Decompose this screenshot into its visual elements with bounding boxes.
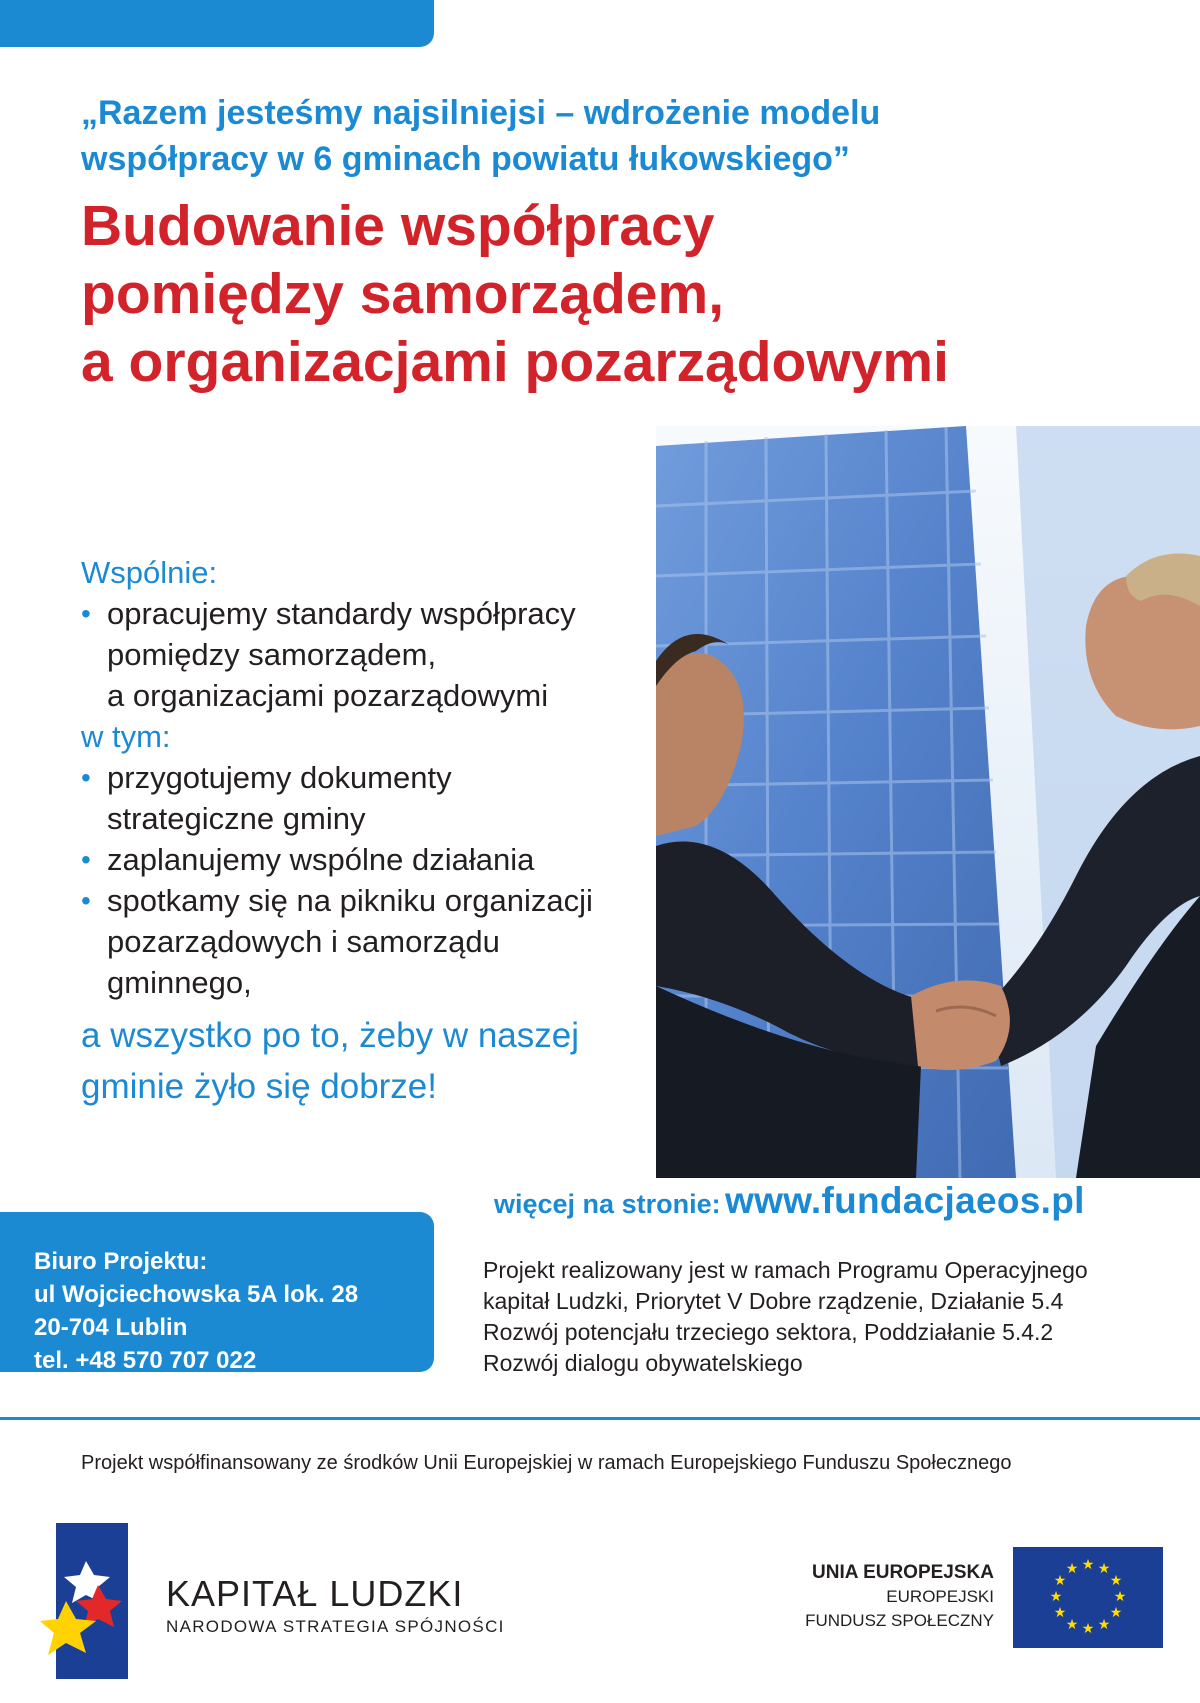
list-item-text [107, 757, 671, 839]
program-line: kapitał Ludzki, Priorytet V Dobre rządzenie, Działanie 5.4 [483, 1288, 1064, 1314]
program-line: Rozwój potencjału trzeciego sektora, Poddziałanie 5.4.2 [483, 1319, 1054, 1345]
svg-text:★: ★ [1109, 1605, 1123, 1621]
bullet-line: spotkamy się na pikniku organizacji [107, 883, 593, 918]
eu-flag-icon [1013, 1547, 1163, 1648]
closing-line: a wszystko po to, żeby w naszej [81, 1016, 579, 1055]
office-city: 20-704 Lublin [34, 1314, 188, 1341]
program-line: Projekt realizowany jest w ramach Programu Operacyjnego [483, 1257, 1088, 1283]
website-line [494, 1180, 1194, 1222]
svg-text:★: ★ [1109, 1573, 1123, 1589]
body-text [81, 552, 671, 1112]
project-subtitle [81, 90, 981, 182]
project-office-box [0, 1212, 434, 1372]
top-accent-tab [0, 0, 434, 47]
headline-line: Budowanie współpracy [81, 194, 715, 258]
bullet-line: pomiędzy samorządem, [107, 637, 437, 672]
eu-fund-line: EUROPEJSKI [886, 1587, 994, 1606]
bullet-line: opracujemy standardy współpracy [107, 596, 576, 631]
kapital-ludzki-text [166, 1573, 505, 1639]
svg-text:★: ★ [1113, 1589, 1127, 1605]
bullet-line: a organizacjami pozarządowymi [107, 678, 549, 713]
headline [81, 192, 1081, 396]
svg-text:★: ★ [1097, 1561, 1111, 1577]
handshake-photo [656, 426, 1200, 1178]
kapital-ludzki-logo [40, 1523, 140, 1679]
svg-text:★: ★ [1065, 1561, 1079, 1577]
bullet-icon: • [81, 762, 91, 793]
subtitle-line: współpracy w 6 gminach powiatu łukowskiego” [81, 140, 850, 178]
list-item [81, 593, 671, 716]
list-item-text [107, 880, 671, 1003]
list-item [81, 757, 671, 839]
bullet-line: zaplanujemy wspólne działania [107, 842, 535, 877]
kapital-subtitle: NARODOWA STRATEGIA SPÓJNOŚCI [166, 1617, 505, 1636]
eu-title: UNIA EUROPEJSKA [812, 1562, 994, 1583]
cofinance-note: Projekt współfinansowany ze środków Unii Europejskiej w ramach Europejskiego Funduszu Społecznego [81, 1452, 1012, 1474]
list-item-text [107, 593, 671, 716]
list-item-text [107, 839, 671, 880]
list-item [81, 880, 671, 1003]
office-title: Biuro Projektu: [34, 1248, 208, 1275]
svg-text:★: ★ [1053, 1605, 1067, 1621]
website-link[interactable]: www.fundacjaeos.pl [725, 1180, 1085, 1221]
office-phone: tel. +48 570 707 022 [34, 1347, 257, 1374]
svg-text:★: ★ [1049, 1589, 1063, 1605]
headline-line: a organizacjami pozarządowymi [81, 330, 949, 394]
website-label: więcej na stronie: [494, 1189, 721, 1219]
svg-text:★: ★ [1097, 1617, 1111, 1633]
eu-fund-line: FUNDUSZ SPOŁECZNY [805, 1611, 994, 1630]
headline-line: pomiędzy samorządem, [81, 262, 725, 326]
svg-text:★: ★ [1081, 1557, 1095, 1573]
bullet-line: strategiczne gminy [107, 801, 366, 836]
kapital-ludzki-logo-icon [40, 1523, 140, 1679]
bullet-icon: • [81, 598, 91, 629]
program-line: Rozwój dialogu obywatelskiego [483, 1350, 803, 1376]
kapital-title: KAPITAŁ LUDZKI [166, 1573, 464, 1614]
bullet-icon: • [81, 885, 91, 916]
bullet-line: gminnego, [107, 965, 252, 1000]
intro-label: Wspólnie: [81, 555, 218, 590]
svg-text:★: ★ [1053, 1573, 1067, 1589]
closing-line: gminie żyło się dobrze! [81, 1067, 437, 1106]
svg-text:★: ★ [1065, 1617, 1079, 1633]
footer-divider [0, 1417, 1200, 1420]
handshake-illustration [656, 426, 1200, 1178]
program-info [483, 1255, 1183, 1379]
office-address: ul Wojciechowska 5A lok. 28 [34, 1281, 359, 1308]
bullet-line: przygotujemy dokumenty [107, 760, 452, 795]
svg-text:★: ★ [1081, 1621, 1095, 1637]
bullet-icon: • [81, 844, 91, 875]
eu-text [805, 1561, 994, 1633]
closing-statement [81, 1010, 671, 1112]
in-that-label: w tym: [81, 719, 171, 754]
subtitle-line: „Razem jesteśmy najsilniejsi – wdrożenie modelu [81, 94, 881, 132]
bullet-line: pozarządowych i samorządu [107, 924, 500, 959]
list-item [81, 839, 671, 880]
